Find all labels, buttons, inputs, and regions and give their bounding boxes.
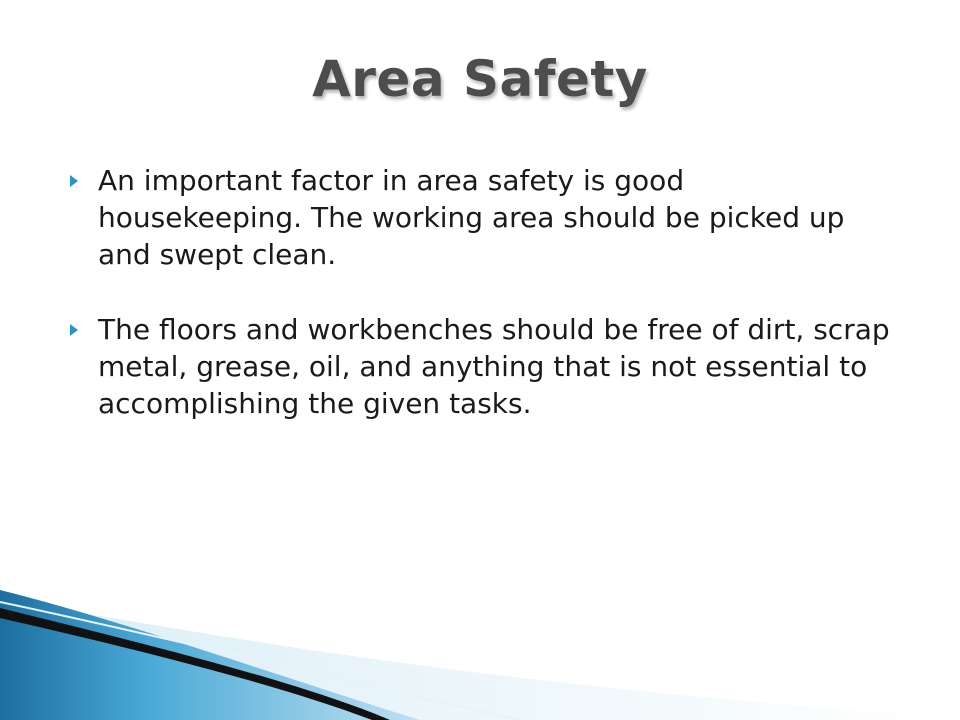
blue-swoosh-shape <box>0 590 420 720</box>
bullet-text: An important factor in area safety is good housekeeping. The working area should be picked up and swept clean. <box>98 164 845 271</box>
triangle-bullet-icon <box>70 324 78 336</box>
bullet-item <box>70 162 890 273</box>
bullet-list <box>70 162 890 460</box>
triangle-bullet-icon <box>70 175 78 187</box>
slide-title: Area Safety <box>312 50 648 108</box>
corner-swoosh-decoration <box>0 590 960 720</box>
bullet-text: The floors and workbenches should be free of dirt, scrap metal, grease, oil, and anything that is not essential to accomplishing the given tasks. <box>98 313 890 420</box>
bullet-item <box>70 311 890 422</box>
